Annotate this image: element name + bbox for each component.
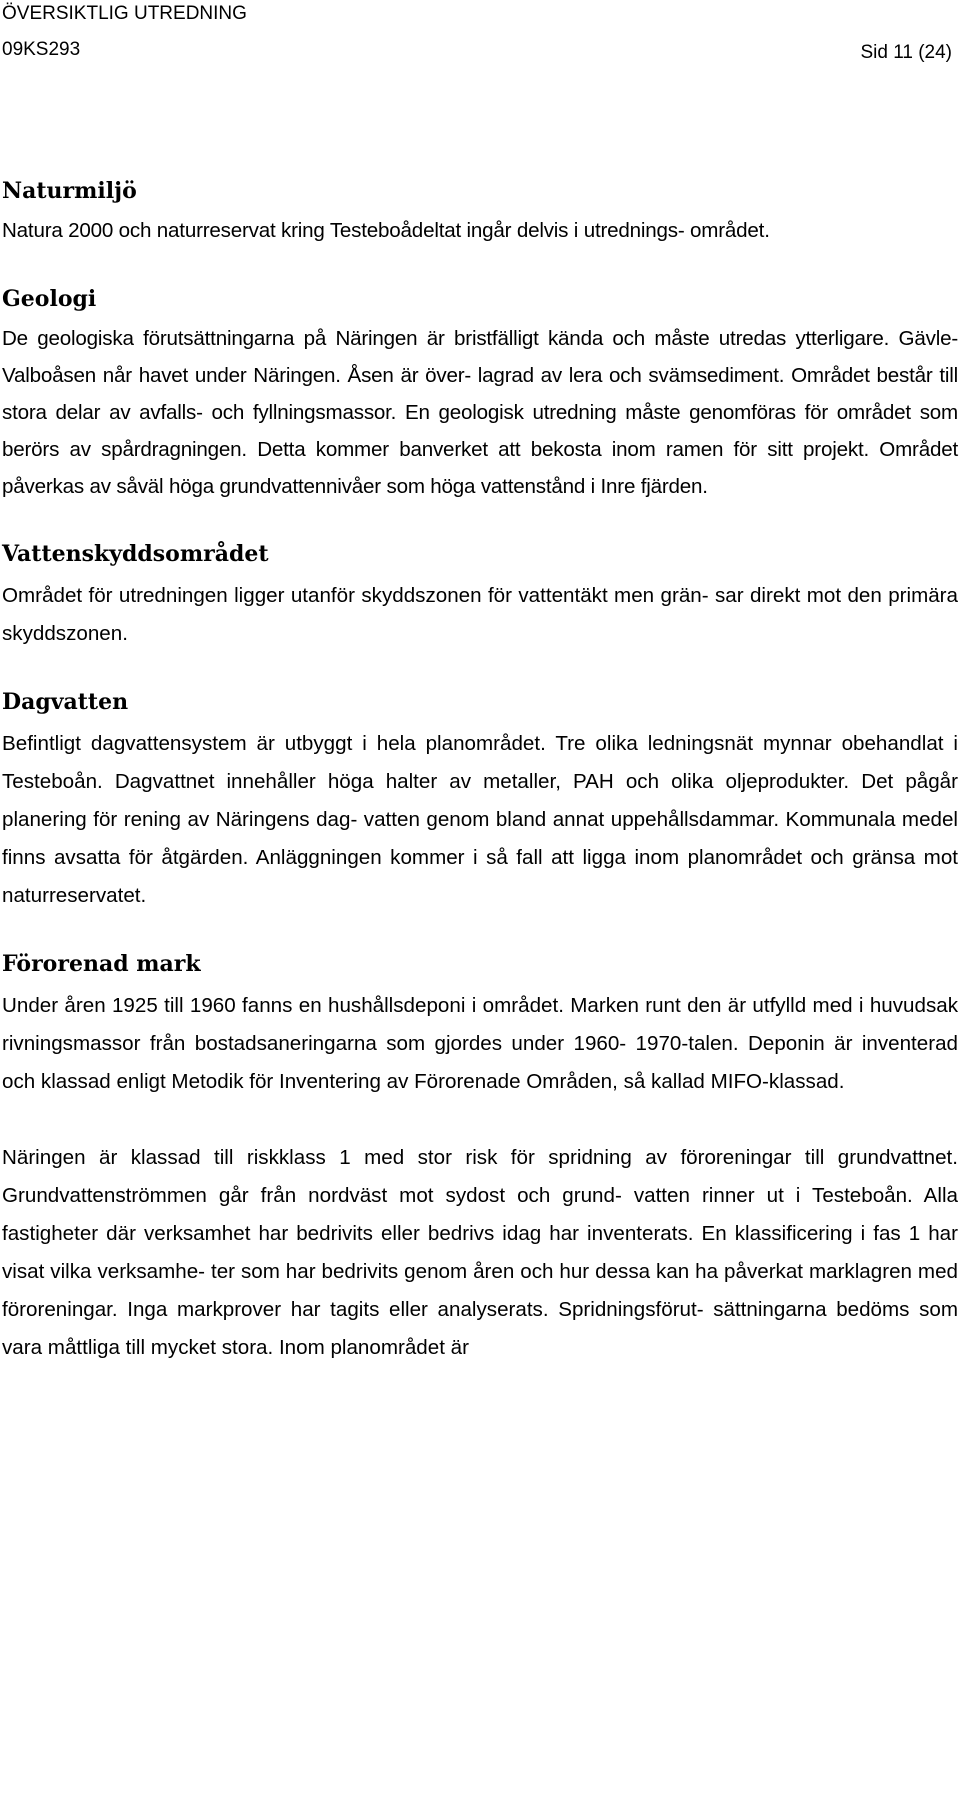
section-paragraph: Området för utredningen ligger utanför skyddszonen för vattentäkt men grän- sar direkt mot den primära skyddszonen. bbox=[2, 584, 958, 645]
section-paragraph: Under åren 1925 till 1960 fanns en hushållsdeponi i området. Marken runt den är utfylld med i huvudsak rivningsmassor från bostadsaneringarna som gjordes under 1960- 1970-talen. Deponin är inventerad och klassad enligt Metodik för Inventering av Förorenade Områden, så kallad MIFO-klassad. bbox=[2, 994, 958, 1093]
section-paragraph: De geologiska förutsättningarna på Näringen är bristfälligt kända och måste utredas ytterligare. Gävle- Valboåsen når havet under Näringen. Åsen är över- lagrad av lera och svämsediment. Området består till stora delar av avfalls- och fyllningsmassor. En geologisk utredning måste genomföras för området som berörs av spårdragningen. Detta kommer banverket att bekosta inom ramen för sitt projekt. Området påverkas av såväl höga grundvattennivåer som höga vattenstånd i Inre fjärden. bbox=[2, 327, 958, 498]
section-heading: Naturmiljö bbox=[2, 178, 137, 204]
section-paragraph: Näringen är klassad till riskklass 1 med stor risk för spridning av föroreningar till grundvattnet. Grundvattenströmmen går från nordväst mot sydost och grund- vatten rinner ut i Testeboån. Alla fastigheter där verksamhet har bedrivits eller bedrivs idag har inventerats. En klassificering i fas 1 har visat vilka verksamhe- ter som har bedrivits genom åren och hur dessa kan ha påverkat marklagren med föroreningar. Inga markprover har tagits eller analyserats. Spridningsförut- sättningarna bedöms som vara måttliga till mycket stora. Inom planområdet är bbox=[2, 1146, 958, 1359]
section-naturmiljo bbox=[2, 176, 958, 250]
section-fororenad-mark bbox=[2, 949, 958, 1367]
section-heading: Förorenad mark bbox=[2, 951, 201, 977]
section-geologi bbox=[2, 284, 958, 505]
section-heading: Vattenskyddsområdet bbox=[2, 541, 269, 567]
section-heading: Geologi bbox=[2, 286, 97, 312]
document-title: ÖVERSIKTLIG UTREDNING bbox=[2, 3, 247, 24]
section-heading: Dagvatten bbox=[2, 689, 129, 715]
page-number: Sid 11 (24) bbox=[860, 42, 952, 63]
section-vattenskyddsomradet bbox=[2, 539, 958, 653]
section-paragraph: Natura 2000 och naturreservat kring Testeboådeltat ingår delvis i utrednings- området. bbox=[2, 219, 770, 242]
section-paragraph: Befintligt dagvattensystem är utbyggt i hela planområdet. Tre olika ledningsnät mynnar obehandlat i Testeboån. Dagvattnet innehåller höga halter av metaller, PAH och olika oljeprodukter. Det pågår planering för rening av Näringens dag- vatten genom bland annat uppehållsdammar. Kommunala medel finns avsatta för åtgärden. Anläggningen kommer i så fall att ligga inom planområdet och gränsa mot naturreservatet. bbox=[2, 732, 958, 907]
document-code: 09KS293 bbox=[2, 39, 81, 60]
document-body bbox=[2, 176, 958, 1401]
section-dagvatten bbox=[2, 687, 958, 915]
